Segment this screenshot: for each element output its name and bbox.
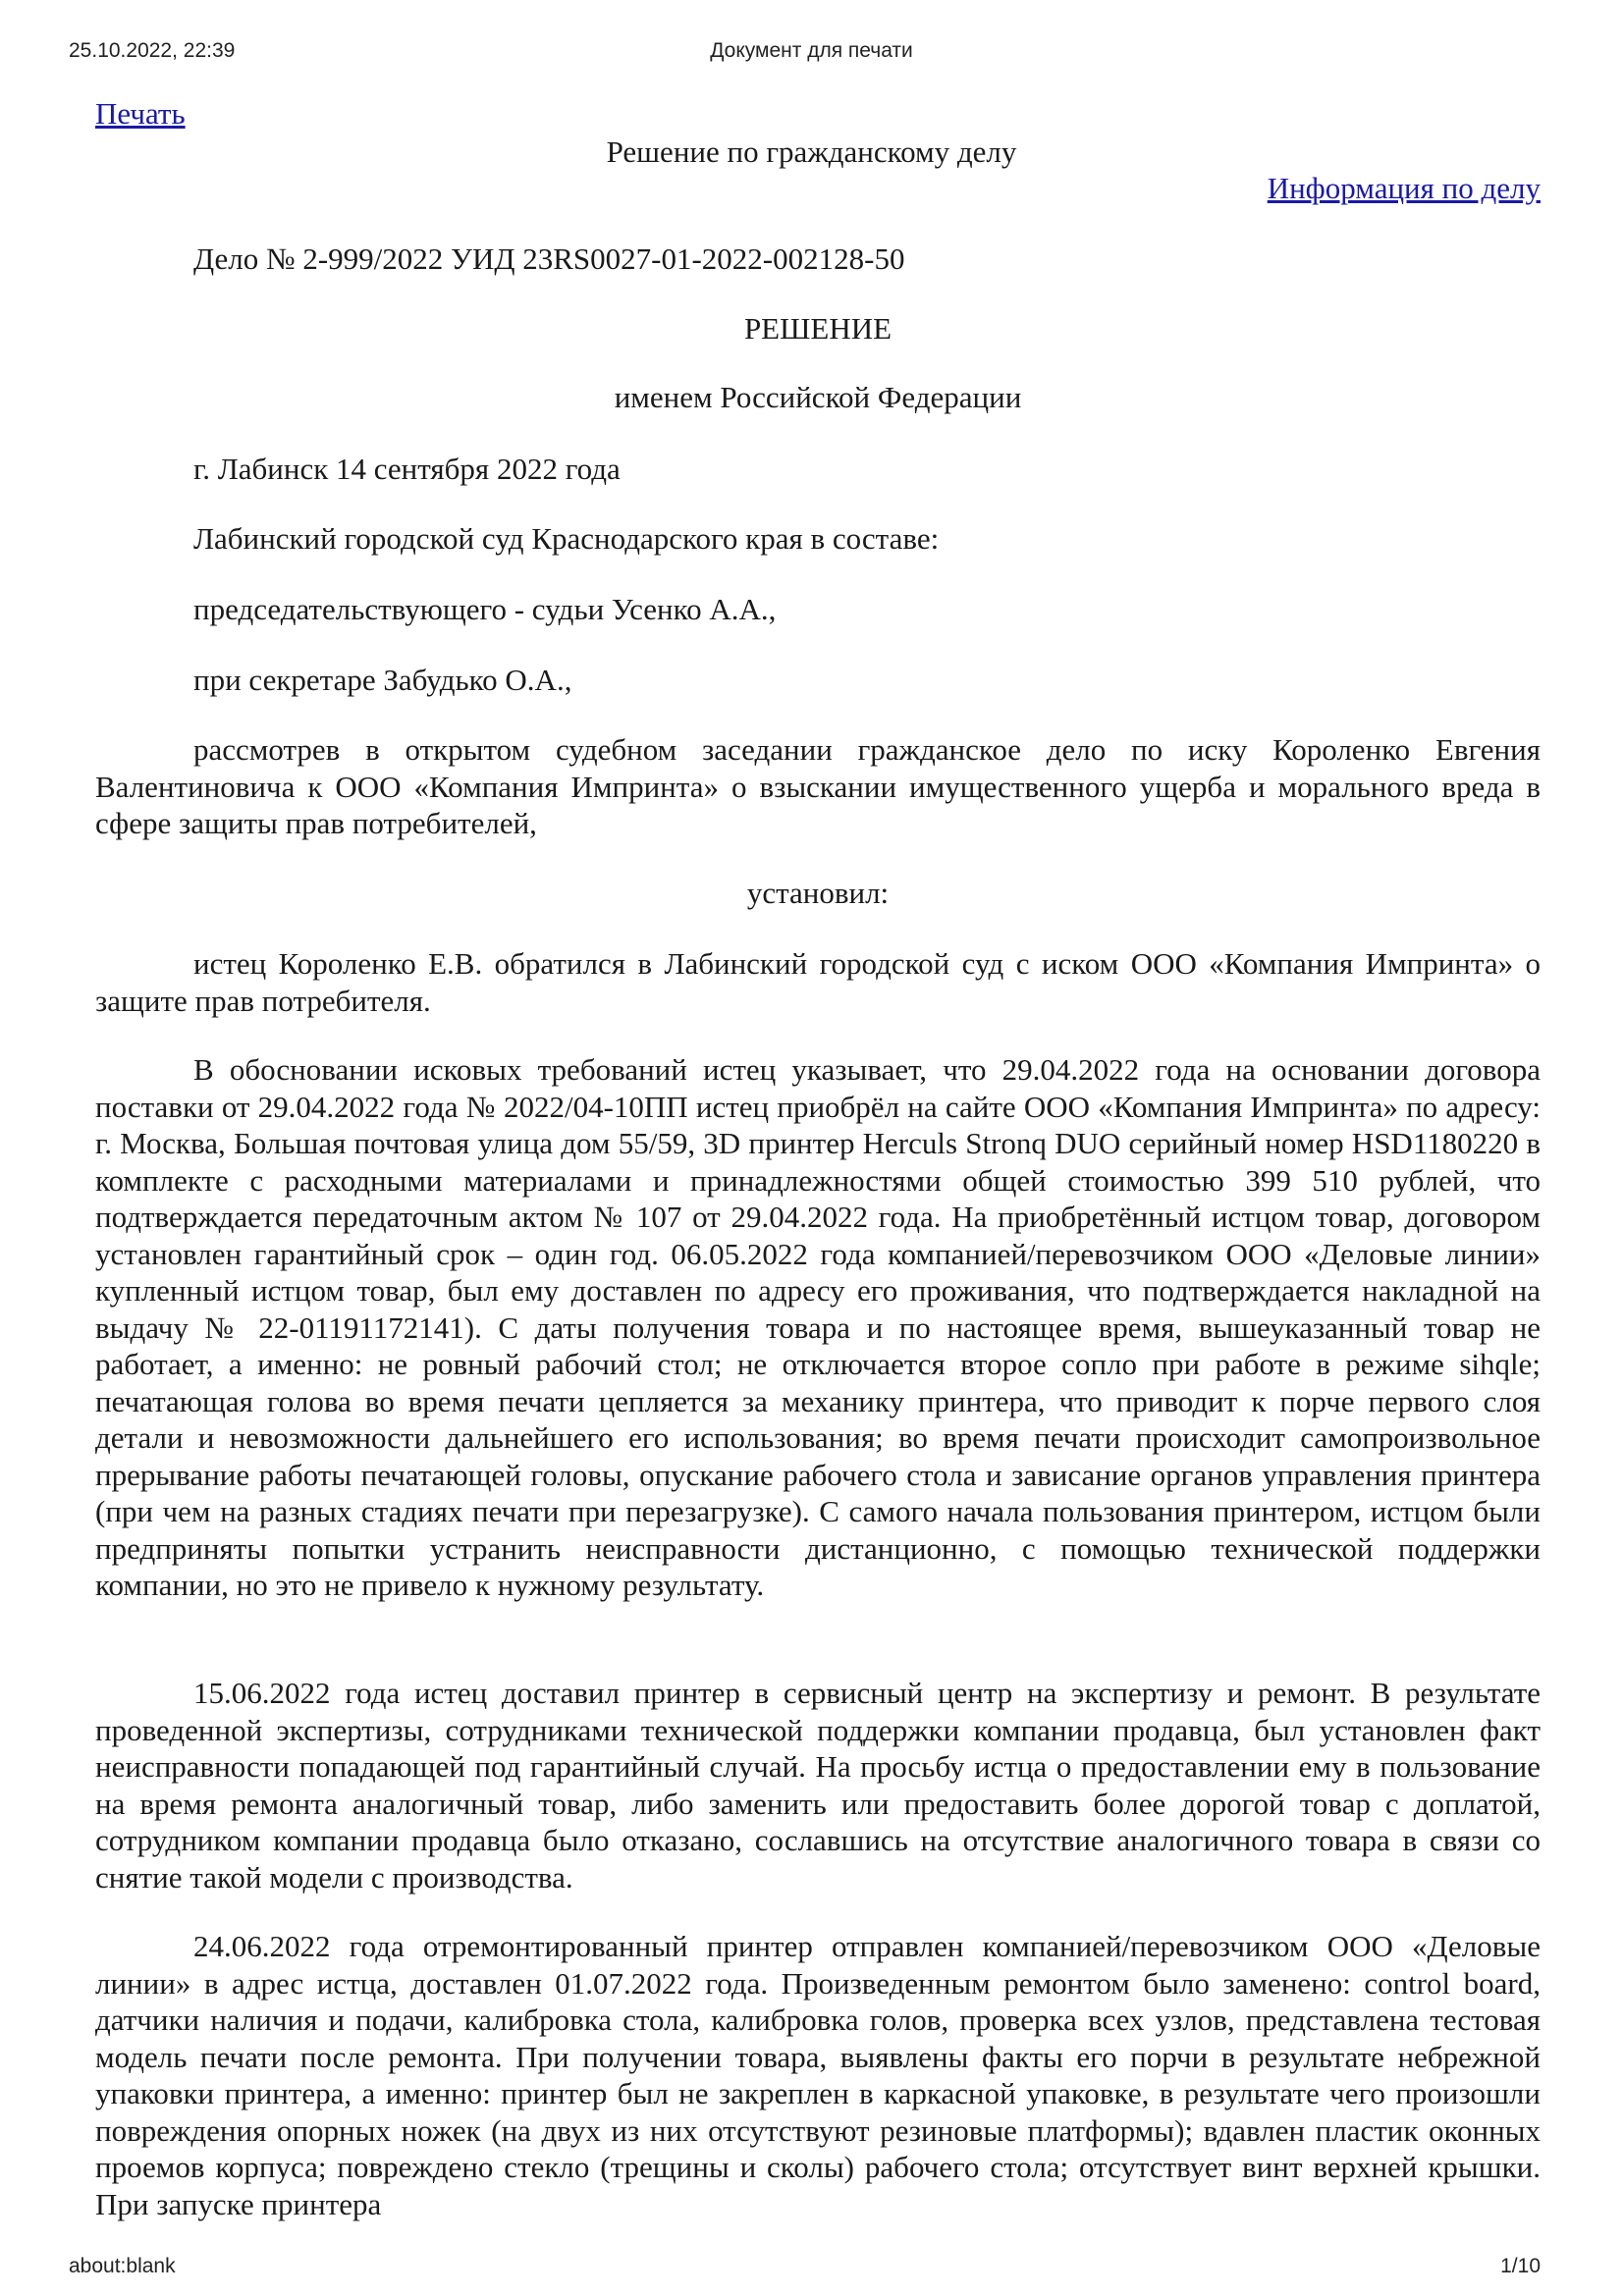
paragraph-claim: истец Короленко Е.В. обратился в Лабинский городской суд с иском ООО «Компания Импринта» о защите прав потребителя. bbox=[95, 946, 1541, 1018]
page-number: 1/10 bbox=[1500, 2255, 1541, 2277]
place-date: г. Лабинск 14 сентября 2022 года bbox=[193, 452, 621, 486]
print-footer-url: about:blank bbox=[69, 2255, 176, 2277]
presiding-judge: председательствующего - судьи Усенко А.А., bbox=[193, 592, 777, 626]
paragraph-grounds: В обосновании исковых требований истец указывает, что 29.04.2022 года на основании договора поставки от 29.04.2022 года № 2022/04-10ПП истец приобрёл на сайте ООО «Компания Импринта» по адресу: г. Москва, Большая почтовая улица дом 55/59, 3D принтер Herculs Stronq DUO серийный номер HSD1180220 в комплекте с расходными материалами и принадлежностями общей стоимостью 399 510 рублей, что подтверждается передаточным актом № 107 от 29.04.2022 года. На приобретённый истцом товар, договором установлен гарантийный срок – один год. 06.05.2022 года компанией/перевозчиком ООО «Деловые линии» купленный истцом товар, был ему доставлен по адресу его проживания, что подтверждается накладной на выдачу № 22-01191172141). С даты получения товара и по настоящее время, вышеуказанный товар не работает, а именно: не ровный рабочий стол; не отключается второе сопло при работе в режиме sihqle; печатающая голова во время печати цепляется за механику принтера, что приводит к порче первого слоя детали и невозможности дальнейшего его использования; во время печати происходит самопроизвольное прерывание работы печатающей головы, опускание рабочего стола и зависание органов управления принтера (при чем на разных стадиях печати при перезагрузке). С самого начала пользования принтером, истцом были предприняты попытки устранить неисправности дистанционно, с помощью технической поддержки компании, но это не привело к нужному результату. bbox=[95, 1052, 1541, 1602]
print-link[interactable]: Печать bbox=[95, 96, 186, 131]
paragraph-service-center: 15.06.2022 года истец доставил принтер в сервисный центр на экспертизу и ремонт. В результате проведенной экспертизы, сотрудниками технической поддержки компании продавца, был установлен факт неисправности попадающей под гарантийный случай. На просьбу истца о предоставлении ему в пользование на время ремонта аналогичный товар, либо заменить или предоставить более дорогой товар с доплатой, сотрудником компании продавца было отказано, сославшись на отсутствие аналогичного товара в связи со снятие такой модели с производства. bbox=[95, 1676, 1541, 1895]
page-title: Решение по гражданскому делу bbox=[606, 134, 1017, 169]
court-name: Лабинский городской суд Краснодарского края в составе: bbox=[193, 521, 940, 556]
paragraph-intro: рассмотрев в открытом судебном заседании гражданское дело по иску Короленко Евгения Валентиновича к ООО «Компания Импринта» о взыскании имущественного ущерба и морального вреда в сфере защиты прав потребителей, bbox=[95, 732, 1541, 840]
print-header-title: Документ для печати bbox=[710, 39, 913, 62]
section-heading-established: установил: bbox=[746, 876, 890, 910]
paragraph-repair: 24.06.2022 года отремонтированный принтер отправлен компанией/перевозчиком ООО «Деловые линии» в адрес истца, доставлен 01.07.2022 года. Произведенным ремонтом было заменено: control board, датчики наличия и подачи, калибровка стола, калибровка голов, проверка всех узлов, представлена тестовая модель печати после ремонта. При получении товара, выявлены факты его порчи в результате небрежной упаковки принтера, а именно: принтер был не закреплен в каркасной упаковке, в результате чего произошли повреждения опорных ножек (на двух из них отсутствуют резиновые платформы); вдавлен пластик оконных проемов корпуса; повреждено стекло (трещины и сколы) рабочего стола; отсутствует винт верхней крышки. При запуске принтера bbox=[95, 1929, 1541, 2221]
case-number: Дело № 2-999/2022 УИД 23RS0027-01-2022-002128-50 bbox=[193, 241, 905, 276]
print-datetime: 25.10.2022, 22:39 bbox=[69, 39, 236, 62]
decision-subtitle: именем Российской Федерации bbox=[614, 380, 1022, 414]
decision-title: РЕШЕНИЕ bbox=[743, 311, 893, 346]
court-secretary: при секретаре Забудько О.А., bbox=[193, 663, 572, 697]
case-info-link[interactable]: Информация по делу bbox=[1267, 171, 1541, 205]
